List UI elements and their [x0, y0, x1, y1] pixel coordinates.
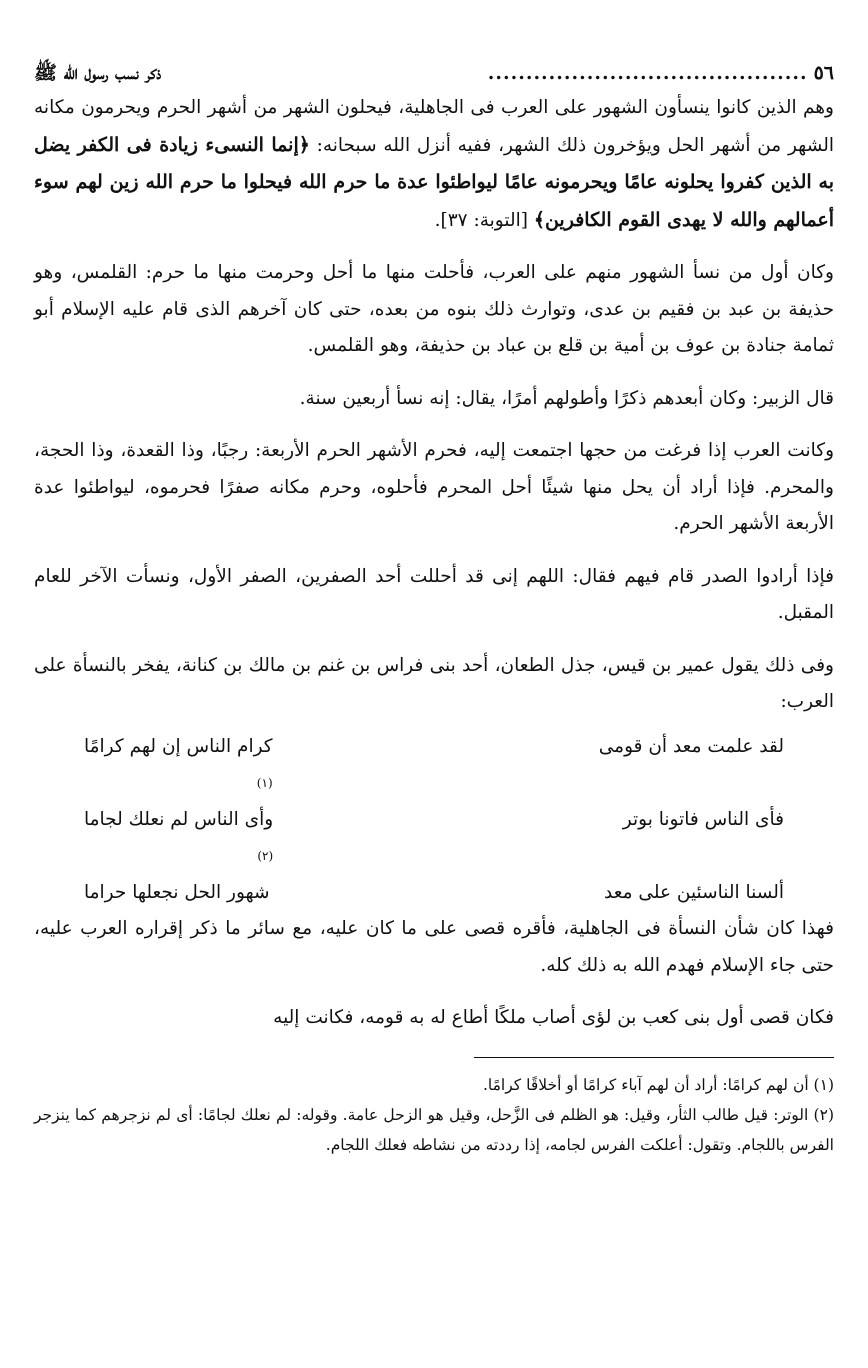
footnote-ref: (١) [256, 776, 273, 790]
poem-verse [84, 802, 784, 875]
paragraph-8: فكان قصى أول بنى كعب بن لؤى أصاب ملكًا أطاع له به قومه، فكانت إليه [273, 1007, 834, 1028]
paragraph-5: فإذا أرادوا الصدر قام فيهم فقال: اللهم إنى قد أحللت أحد الصفرين، الصفر الأول، ونسأت الآخر للعام المقبل. [34, 565, 834, 623]
paragraph-1 [34, 90, 834, 239]
body-text [34, 90, 834, 1037]
verse-reference: [التوبة: ٣٧]. [434, 209, 534, 231]
poem-verse [84, 875, 784, 912]
footnote-1: (١) أن لهم كرامًا: أراد أن لهم آباء كرامًا أو أخلاقًا كرامًا. [482, 1075, 834, 1094]
poem-hemistich-first: ألسنا الناسئين على معد [603, 881, 784, 903]
poem-hemistich-second: وأى الناس لم نعلك لجاما (٢) [84, 802, 273, 875]
leader-dots: .......................................... [487, 62, 808, 84]
paragraph-4: وكانت العرب إذا فرغت من حجها اجتمعت إليه، فحرم الأشهر الحرم الأربعة: رجبًا، وذا القعدة، وذا الحجة، والمحرم. فإذا أراد أن يحل منها شيئًا أحل المحرم فأحلوه، وحرم مكانه صفرًا فحرموه، ليواطئوا عدة الأربعة الأشهر الحرم. [34, 440, 834, 534]
footnote-2: (٢) الوتر: قيل طالب الثأر، وقيل: هو الظلم فى الزَّحل، وقيل هو الزحل عامة. وقوله: لم نعلك لجامًا: أى لم نزجرهم كما ينزجر الفرس باللجام. وتقول: أعلكت الفرس لجامه، إذا رددته من نشاطه فعلك اللجام. [34, 1105, 834, 1154]
page [34, 58, 834, 1368]
paragraph-3: قال الزبير: وكان أبعدهم ذكرًا وأطولهم أمرًا، يقال: إنه نسأ أربعين سنة. [299, 387, 834, 409]
footnotes [34, 1070, 834, 1160]
running-title: ذكر نسب رسول الله ﷺ [34, 62, 162, 84]
poem-verse [84, 729, 784, 802]
page-number: ٥٦ [813, 62, 834, 84]
running-header [34, 58, 834, 88]
poem-hemistich-first: فأى الناس فاتونا بوتر [622, 808, 784, 830]
paragraph-2: وكان أول من نسأ الشهور منهم على العرب، فأحلت منها ما أحل وحرمت منها ما حرم: القلمس، وهو حذيفة بن عبد بن فقيم بن عدى، وتوارث ذلك بنوه من بعده، حتى كان آخرهم الذى قام عليه الإسلام أبو ثمامة جنادة بن عوف بن أمية بن قلع بن عباد بن حذيفة، وهو القلمس. [34, 262, 834, 356]
footnote-ref: (٢) [257, 849, 274, 863]
paragraph-7: فهذا كان شأن النسأة فى الجاهلية، فأقره قصى على ما كان عليه، مع سائر ما ذكر إقراره العرب عليه، حتى جاء الإسلام فهدم الله به ذلك كله. [34, 918, 834, 976]
footnote-divider [474, 1057, 834, 1058]
paragraph-6: وفى ذلك يقول عمير بن قيس، جذل الطعان، أحد بنى فراس بن غنم بن مالك بن كنانة، يفخر بالنسأة على العرب: [34, 654, 834, 712]
poem-hemistich-second: شهور الحل نجعلها حراما [84, 881, 270, 903]
paragraph-1-text: وهم الذين كانوا ينسأون الشهور على العرب فى الجاهلية، فيحلون الشهر من أشهر الحرم ويحرمون مكانه الشهر من أشهر الحل ويؤخرون ذلك الشهر، ففيه أنزل الله سبحانه: [34, 97, 834, 156]
poem-hemistich-second: كرام الناس إن لهم كرامًا (١) [84, 729, 273, 802]
poem-hemistich-first: لقد علمت معد أن قومى [598, 735, 784, 757]
quran-verse: ﴿إنما النسىء زيادة فى الكفر يضل به الذين كفروا يحلونه عامًا ويحرمونه عامًا ليواطئوا عدة ما حرم الله فيحلوا ما حرم الله زين لهم سوء أعمالهم والله لا يهدى القوم الكافرين﴾ [34, 133, 834, 231]
poem [84, 729, 784, 912]
